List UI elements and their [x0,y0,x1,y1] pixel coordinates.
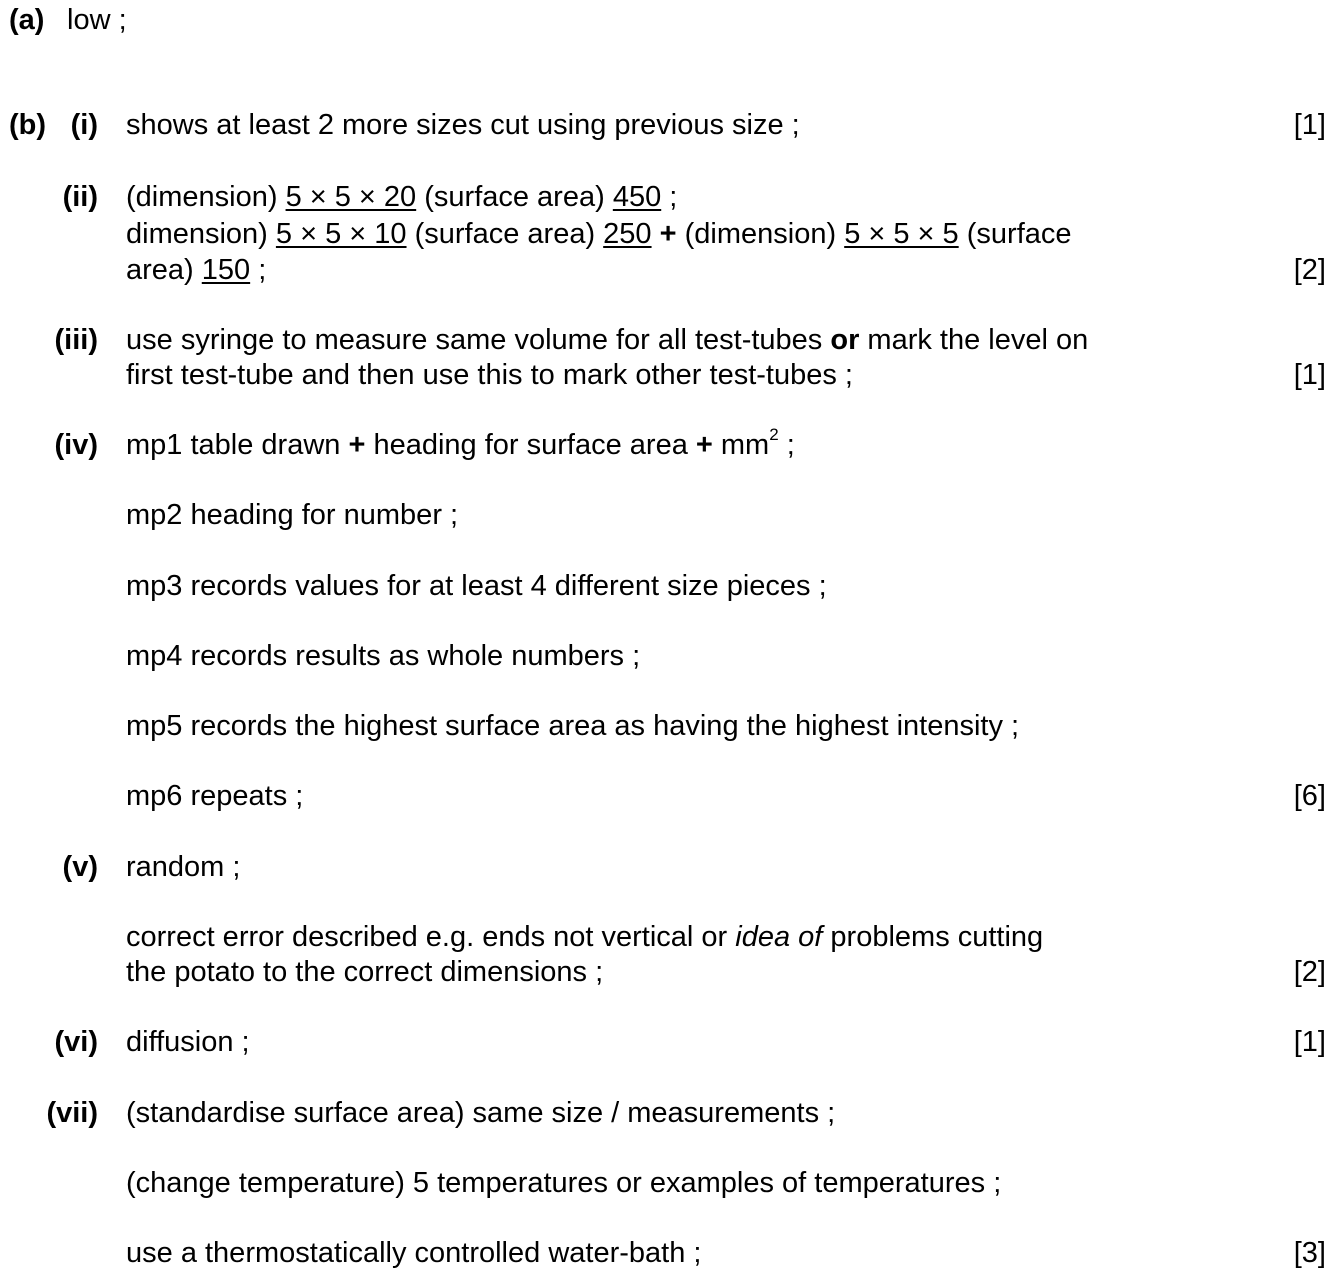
part-b-iv-mp6: mp6 repeats ; [126,780,304,812]
part-b-iii-marks: [1] [1293,359,1326,391]
part-b-iii-line1: use syringe to measure same volume for all test-tubes or mark the level on [126,324,1089,356]
part-b-label: (b) [9,109,47,141]
part-b-iii-label: (iii) [54,324,98,356]
part-b-iv-label: (iv) [54,429,98,461]
part-b-vii-line2: (change temperature) 5 temperatures or examples of temperatures ; [126,1167,1002,1199]
part-b-iii-line2: first test-tube and then use this to mark other test-tubes ; [126,359,853,391]
part-b-v-line1: random ; [126,851,241,883]
part-a-label: (a) [9,4,45,36]
part-b-iv-mp3: mp3 records values for at least 4 different size pieces ; [126,570,827,602]
part-b-i-text: shows at least 2 more sizes cut using previous size ; [126,109,800,141]
part-b-vii-line1: (standardise surface area) same size / measurements ; [126,1097,836,1129]
part-b-iv-mp4: mp4 records results as whole numbers ; [126,640,641,672]
part-b-vii-label: (vii) [46,1097,98,1129]
part-b-i-label: (i) [70,109,98,141]
part-b-v-marks: [2] [1293,956,1326,988]
part-b-iv-mp2: mp2 heading for number ; [126,499,459,531]
part-b-v-line3: the potato to the correct dimensions ; [126,956,604,988]
part-a-answer: low ; [67,4,127,36]
part-b-v-line2: correct error described e.g. ends not vertical or idea of problems cutting [126,921,1044,953]
part-b-iv-marks: [6] [1293,780,1326,812]
part-b-v-label: (v) [62,851,98,883]
part-b-ii-line2: dimension) 5 × 5 × 10 (surface area) 250 + (dimension) 5 × 5 × 5 (surface [126,218,1072,250]
part-b-ii-label: (ii) [62,181,98,213]
part-b-vi-marks: [1] [1293,1026,1326,1058]
part-b-vii-line3: use a thermostatically controlled water-bath ; [126,1237,702,1269]
part-b-vi-text: diffusion ; [126,1026,250,1058]
part-b-ii-marks: [2] [1293,254,1326,286]
part-b-i-marks: [1] [1293,109,1326,141]
part-b-ii-line3: area) 150 ; [126,254,267,286]
part-b-ii-line1: (dimension) 5 × 5 × 20 (surface area) 450 ; [126,181,678,213]
part-b-vii-marks: [3] [1293,1237,1326,1269]
part-b-vi-label: (vi) [54,1026,98,1058]
part-b-iv-mp5: mp5 records the highest surface area as having the highest intensity ; [126,710,1020,742]
part-b-iv-mp1: mp1 table drawn + heading for surface area + $mm^2$ ; [126,425,795,461]
